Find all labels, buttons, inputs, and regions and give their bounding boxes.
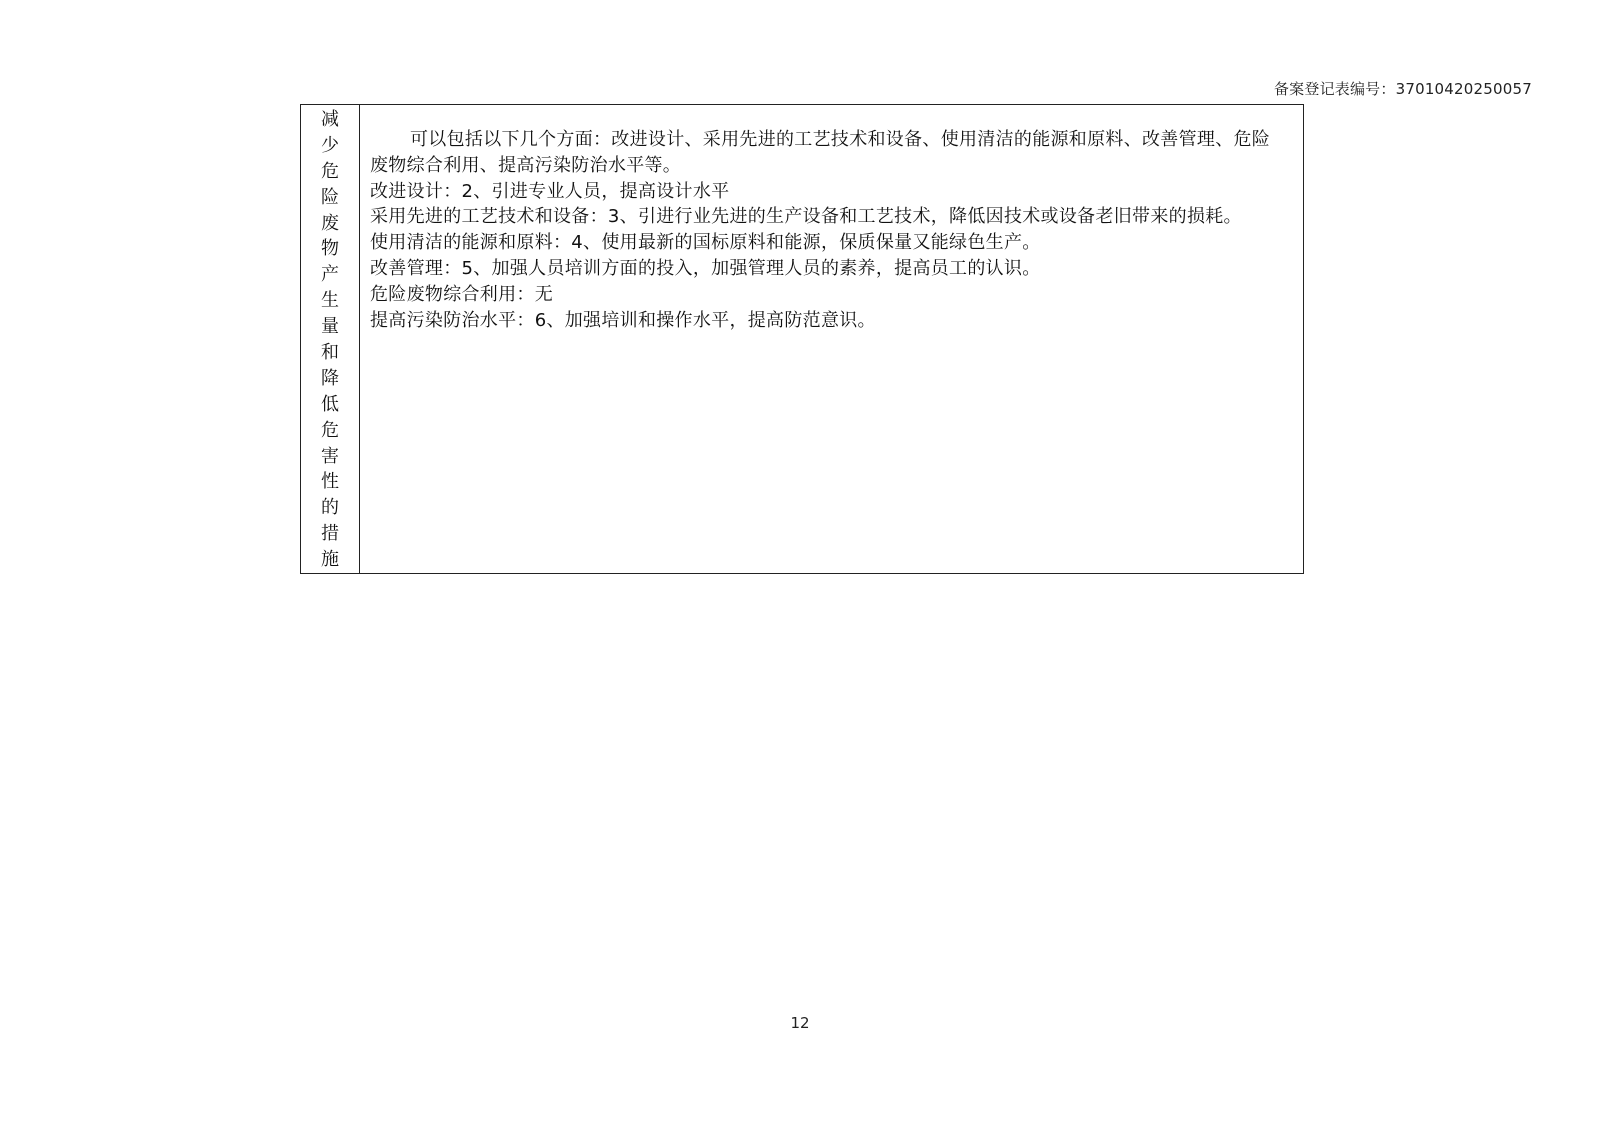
measure-line: 改进设计：2、引进专业人员，提高设计水平 [370, 180, 730, 202]
row-label-char: 措 [321, 523, 339, 545]
row-label-char: 物 [321, 238, 339, 260]
registration-number: 备案登记表编号：37010420250057 [1273, 80, 1532, 98]
row-label-char: 危 [321, 160, 339, 182]
row-label-char: 的 [321, 497, 339, 519]
row-label-char: 少 [321, 134, 339, 156]
row-label-char: 减 [321, 109, 339, 130]
intro-paragraph: 可以包括以下几个方面：改进设计、采用先进的工艺技术和设备、使用清洁的能源和原料、改善管理、危险废物综合利用、提高污染防治水平等。 [370, 129, 1271, 176]
measures-content [360, 105, 1303, 333]
row-label-char: 危 [321, 419, 339, 441]
row-label-char: 性 [321, 471, 339, 493]
row-label [301, 105, 359, 573]
row-label-char: 低 [321, 393, 339, 415]
row-label-char: 生 [321, 290, 339, 312]
row-label-cell [301, 105, 360, 574]
row-label-char: 险 [321, 186, 339, 208]
measure-line: 危险废物综合利用：无 [370, 283, 553, 305]
measures-table [300, 104, 1304, 574]
measure-line: 采用先进的工艺技术和设备：3、引进行业先进的生产设备和工艺技术，降低因技术或设备老旧带来的损耗。 [370, 206, 1242, 228]
row-label-char: 和 [321, 342, 339, 364]
content-cell [360, 105, 1304, 574]
measure-line: 提高污染防治水平：6、加强培训和操作水平，提高防范意识。 [370, 309, 876, 331]
table-row [301, 105, 1304, 574]
row-label-char: 产 [321, 264, 339, 286]
row-label-char: 量 [321, 316, 339, 338]
measure-line: 使用清洁的能源和原料：4、使用最新的国标原料和能源，保质保量又能绿色生产。 [370, 232, 1041, 254]
measure-line: 改善管理：5、加强人员培训方面的投入，加强管理人员的素养，提高员工的认识。 [370, 257, 1041, 279]
row-label-char: 施 [321, 549, 339, 571]
row-label-char: 降 [321, 367, 339, 389]
page-number: 12 [790, 1014, 810, 1032]
row-label-char: 害 [321, 445, 339, 467]
row-label-char: 废 [321, 212, 339, 234]
